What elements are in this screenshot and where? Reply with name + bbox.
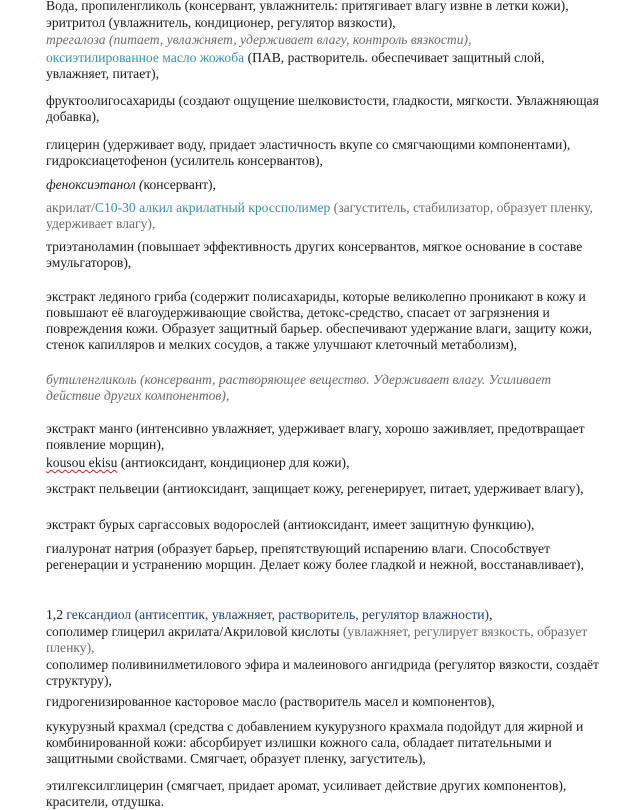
ingredient-fructooligosaccharides: фруктоолигосахариды (создают ощущение шелковистости, гладкости, мягкости. Увлажняющая добавка), <box>46 93 599 124</box>
ingredient-phenoxyethanol: феноксиэтанол (консервант), <box>46 177 216 192</box>
ingredient-butylene-glycol: бутиленгликоль (консервант, растворяющее вещество. Удерживает влагу. Усиливает действие других компонентов), <box>46 372 552 403</box>
ingredient-sargassum-extract: экстракт бурых саргассовых водорослей (антиоксидант, имеет защитную функцию), <box>46 517 535 532</box>
ingredient-glyceryl-acrylate-copolymer: сополимер глицерил акрилата/Акриловой кислоты (увлажняет, регулирует вязкость, образует пленку), <box>46 624 588 655</box>
ingredient-erythritol: эритритол (увлажнитель, кондиционер, регулятор вязкости), <box>46 15 396 30</box>
ingredient-ethylhexylglycerin: этилгексилглицерин (смягчает, придает аромат, усиливает действие других компонентов), красители, отдушка. <box>46 778 567 809</box>
ingredient-glycerin: глицерин (удерживает воду, придает эластичность вкупе со смягчающими компонентами), гидроксиацетофенон (усилитель консервантов), <box>46 137 571 168</box>
ingredient-pelvetia-extract: экстракт пельвеции (антиоксидант, защищает кожу, регенерирует, питает, удерживает влагу), <box>46 481 584 496</box>
ingredient-hexanediol: 1,2 гександиол (антисептик, увлажняет, растворитель, регулятор влажности), <box>46 607 493 622</box>
ingredient-kousou-ekisu: kousou ekisu (антиоксидант, кондиционер для кожи), <box>46 455 350 470</box>
ingredient-water-propylene-glycol: Вода, пропиленгликоль (консервант, увлажнитель: притягивает влагу извне в летки кожи), <box>46 0 569 13</box>
ingredient-acrylates-crosspolymer: акрилат/C10-30 алкил акрилатный кроссполимер (загуститель, стабилизатор, образует пленку, удерживает влагу), <box>46 200 593 231</box>
ingredient-jojoba-oil: оксиэтилированное масло жожоба (ПАВ, растворитель. обеспечивает защитный слой, увлажняет, питает), <box>46 50 545 81</box>
ingredient-corn-starch: кукурузный крахмал (средства с добавлением кукурузного крахмала подойдут для жирной и комбинированной кожи: абсорбирует излишки кожного сала, обладает питательными и защитными свойствами. Смягчает, образует пленку, загуститель), <box>46 719 584 766</box>
ingredient-mango-extract: экстракт манго (интенсивно увлажняет, удерживает влагу, хорошо заживляет, предотвращает появление морщин), <box>46 421 585 452</box>
ingredient-sodium-hyaluronate: гиалуронат натрия (образует барьер, препятствующий испарению влаги. Способствует регенерации и устранению морщин. Делает кожу более гладкой и нежной, восстанавливает), <box>46 541 584 572</box>
ingredient-hydrogenated-castor-oil: гидрогенизированное касторовое масло (растворитель масел и компонентов), <box>46 694 495 709</box>
ingredient-pvm-ma-copolymer: сополимер поливинилметилового эфира и малеинового ангидрида (регулятор вязкости, создаёт структуру), <box>46 657 599 688</box>
ingredient-triethanolamine: триэтаноламин (повышает эффективность других консервантов, мягкое основание в составе эмульгаторов), <box>46 239 583 270</box>
ingredient-ice-mushroom-extract: экстракт ледяного гриба (содержит полисахариды, которые великолепно проникают в кожу и повышают её влагоудерживающие свойства, детокс-средство, спасает от загрязнения и повреждения кожи. Образует защитный барьер. обеспечивают удержание влаги, защиту кожи, стенок капилляров и мелких сосудов, а также улучшают клеточный метаболизм), <box>46 289 593 352</box>
ingredient-trehalose: трегалоза (питает, увлажняет, удерживает влагу, контроль вязкости), <box>46 32 472 47</box>
